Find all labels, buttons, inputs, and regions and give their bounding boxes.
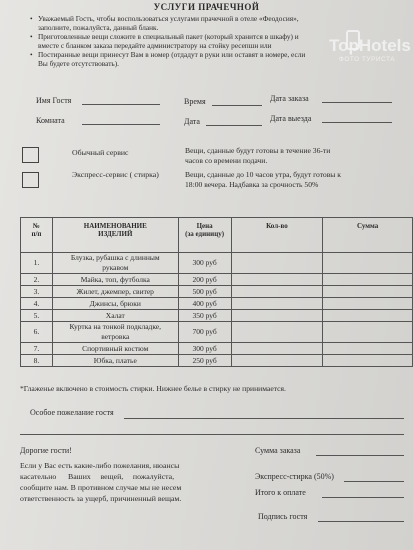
guest-notice-paragraph [20,460,250,504]
row-number: 8. [21,355,53,367]
row-sum-cell[interactable] [323,322,413,343]
express-service-description [185,170,341,189]
row-price: 400 руб [178,298,231,310]
row-sum-cell[interactable] [323,343,413,355]
row-number: 7. [21,343,53,355]
intro-bullet-1-line-1: • Уважаемый Гость, чтобы воспользоваться услугами прачечной в отеле «Феодосия», [38,14,299,23]
order-date-label: Дата заказа [270,94,309,103]
intro-bullet-1 [30,14,360,32]
regular-service-desc-line-2: часов со времени подачи. [185,155,268,165]
express-service-label: Экспресс-сервис ( стирка) [72,170,159,179]
watermark-brand: TopHotels [329,36,411,55]
row-item-name: Джинсы, брюки [52,298,178,310]
intro-text [30,14,360,68]
row-item-name: Халат [52,310,178,322]
express-service-desc-line-1: Вещи, сданные до 10 часов утра, будут готовы к [185,170,341,179]
intro-bullet-2-line-1: • Приготовленные вещи сложите в специальный пакет (который хранится в шкафу) и [38,32,299,41]
row-quantity-cell[interactable] [231,355,323,367]
row-quantity-cell[interactable] [231,253,323,274]
express-surcharge-label: Экспресс-стирка (50%) [255,472,334,481]
guest-notice-line-1: Если у Вас есть какие-либо пожелания, нюансы [20,461,180,470]
row-sum-cell[interactable] [323,253,413,274]
intro-bullet-3-line-1: • Постиранные вещи принесут Вам в номер (отдадут в руки или оставят в номере, если [38,50,306,59]
regular-service-label: Обычный сервис [72,148,129,157]
guest-notice-line-3: сообщите нам. В противном случае мы не несем [20,483,182,492]
watermark-subtitle: ФОТО ТУРИСТА [338,56,396,63]
header-number-line-2: п/п [31,230,42,238]
total-label: Итого к оплате [255,488,306,497]
row-sum-cell[interactable] [323,310,413,322]
regular-service-checkbox[interactable] [22,147,39,163]
header-price [178,218,231,253]
row-price: 350 руб [178,310,231,322]
room-field[interactable] [82,124,160,125]
row-item-name: Майка, топ, футболка [52,274,178,286]
items-table [20,217,413,367]
table-row [21,310,413,322]
table-row [21,322,413,343]
row-price: 500 руб [178,286,231,298]
header-quantity: Кол-во [231,218,323,253]
row-sum-cell[interactable] [323,274,413,286]
row-sum-cell[interactable] [323,298,413,310]
intro-bullet-2-line-2: вместе с бланком заказа передайте администратору на стойку ресепшн или [38,41,272,50]
table-header-row [21,218,413,253]
total-field[interactable] [322,497,404,498]
regular-service-desc-line-1: Вещи, сданные будут готовы в течение 36-ти [185,146,331,155]
row-quantity-cell[interactable] [231,343,323,355]
order-sum-field[interactable] [316,455,404,456]
time-field[interactable] [212,105,262,106]
page-title: УСЛУГИ ПРАЧЕЧНОЙ [153,2,260,12]
regular-service-description [185,146,330,165]
row-price: 250 руб [178,355,231,367]
row-quantity-cell[interactable] [231,298,323,310]
row-item-name-line-1: Блузка, рубашка с длинным [70,253,160,262]
row-number: 4. [21,298,53,310]
row-number: 1. [21,253,53,274]
time-label: Время [184,97,206,106]
guest-notice-line-2: касательно Ваших вещей, пожалуйста, [20,472,175,481]
date-field[interactable] [206,125,262,126]
guest-name-field[interactable] [82,104,160,105]
intro-bullet-3 [30,50,360,68]
watermark [329,36,411,63]
order-date-field[interactable] [322,102,392,103]
header-number-line-1: № [32,222,40,230]
intro-bullet-3-line-2: Вы будете отсутствовать). [38,59,119,68]
table-row [21,343,413,355]
express-service-desc-line-2: 18:00 вечера. Надбавка за срочность 50% [185,179,319,189]
row-number: 3. [21,286,53,298]
row-item-name [52,253,178,274]
special-request-label: Особое пожелание гостя [30,408,114,417]
row-number: 6. [21,322,53,343]
table-row [21,355,413,367]
return-date-field[interactable] [322,122,392,123]
row-item-name-line-1: Куртка на тонкой подкладке, [69,322,162,331]
ironing-note: *Глаженье включено в стоимость стирки. Нижнее белье в стирку не принимается. [20,384,286,393]
row-item-name [52,322,178,343]
row-sum-cell[interactable] [323,286,413,298]
row-quantity-cell[interactable] [231,274,323,286]
row-item-name: Юбка, платье [52,355,178,367]
special-request-field[interactable] [124,418,404,419]
special-request-field-line-2[interactable] [20,434,404,435]
row-number: 5. [21,310,53,322]
row-item-name-line-2: ветровка [101,332,130,341]
row-price: 300 руб [178,253,231,274]
row-item-name: Жилет, джемпер, свитер [52,286,178,298]
signature-field[interactable] [318,521,404,522]
header-item-name-line-1: НАИМЕНОВАНИЕ [83,222,147,230]
room-label: Комната [36,116,65,125]
express-surcharge-field[interactable] [344,481,404,482]
row-quantity-cell[interactable] [231,310,323,322]
intro-bullet-2 [30,32,360,50]
table-row [21,274,413,286]
header-item-name-line-2: ИЗДЕЛИЙ [98,230,133,238]
row-price: 200 руб [178,274,231,286]
row-price: 700 руб [178,322,231,343]
header-number [21,218,53,253]
row-number: 2. [21,274,53,286]
row-item-name: Спортивный костюм [52,343,178,355]
header-item-name [52,218,178,253]
table-row [21,286,413,298]
header-sum: Сумма [323,218,413,253]
row-sum-cell[interactable] [323,355,413,367]
row-price: 300 руб [178,343,231,355]
table-row [21,298,413,310]
row-item-name-line-2: рукавом [102,263,129,272]
order-sum-label: Сумма заказа [255,446,301,455]
guest-notice-line-4: ответственность за ущерб, причиненный вещам. [20,494,182,503]
row-quantity-cell[interactable] [231,286,323,298]
guest-name-label: Имя Гостя [36,96,72,105]
intro-bullet-1-line-2: заполните, пожалуйста, данный бланк. [38,23,159,32]
date-label: Дата [184,117,200,126]
table-row [21,253,413,274]
express-service-checkbox[interactable] [22,172,39,188]
dear-guests-heading: Дорогие гости! [20,446,72,455]
return-date-label: Дата выезда [270,114,312,123]
signature-label: Подпись гостя [258,512,308,521]
header-price-line-2: (за единицу) [185,230,225,238]
row-quantity-cell[interactable] [231,322,323,343]
header-price-line-1: Цена [196,222,213,230]
